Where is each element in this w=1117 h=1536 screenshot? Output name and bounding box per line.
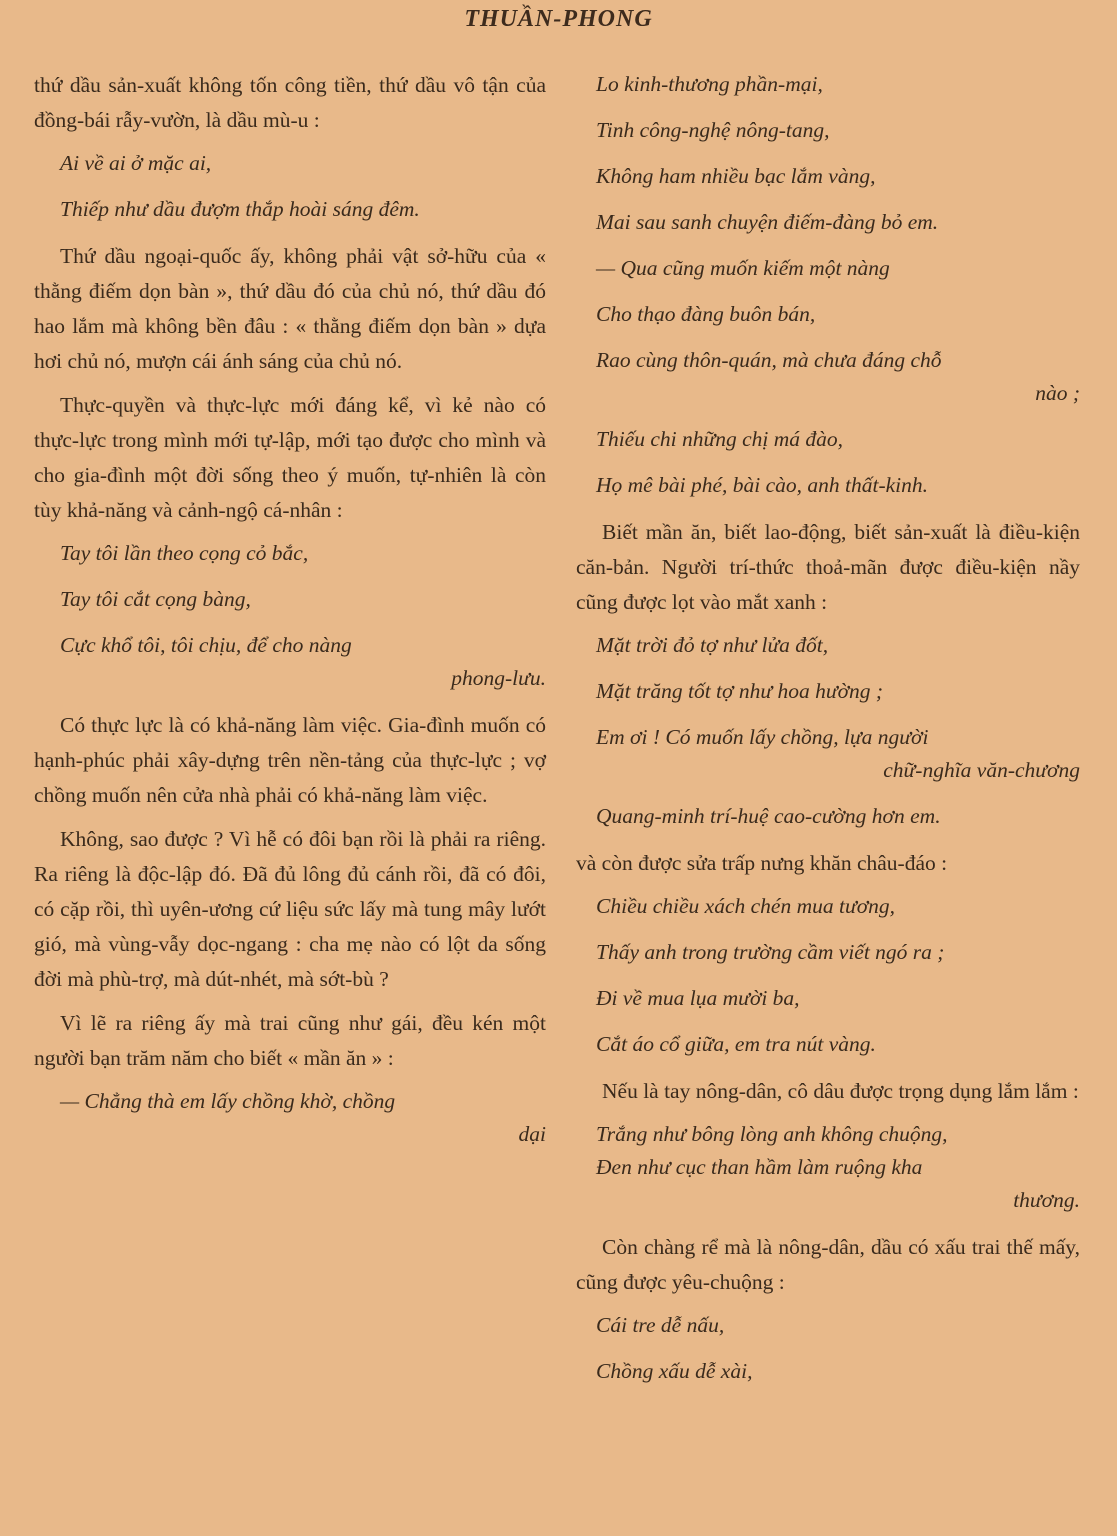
verse-line: Cực khổ tôi, tôi chịu, để cho nàng: [60, 633, 352, 657]
verse-stanza: [576, 114, 1080, 147]
verse-line: Mặt trời đỏ tợ như lửa đốt,: [596, 633, 829, 657]
paragraph: [576, 1074, 1080, 1109]
verse-line: Đen như cục than hầm làm ruộng kha: [596, 1155, 923, 1179]
paragraph: [576, 1230, 1080, 1300]
verse-line: Thiếu chi những chị má đào,: [596, 427, 844, 451]
paragraph: [34, 239, 546, 379]
verse-line: — Chẳng thà em lấy chồng khờ, chồng: [60, 1089, 396, 1113]
paragraph: [34, 388, 546, 528]
verse-line: Không ham nhiều bạc lắm vàng,: [596, 164, 876, 188]
left-column: [34, 68, 546, 1164]
verse-line: Quang-minh trí-huệ cao-cường hơn em.: [596, 804, 941, 828]
verse-line: Thấy anh trong trường cầm viết ngó ra ;: [596, 940, 945, 964]
verse-stanza: [576, 1028, 1080, 1061]
running-header: THUẦN-PHONG: [464, 6, 653, 32]
verse-line: Mai sau sanh chuyện điếm-đàng bỏ em.: [596, 210, 939, 234]
verse-stanza: [576, 469, 1080, 502]
verse-stanza: [576, 721, 1080, 787]
verse-line: Chồng xấu dễ xài,: [596, 1359, 753, 1383]
right-column: [576, 68, 1080, 1401]
verse-line: Tinh công-nghệ nông-tang,: [596, 118, 830, 142]
verse-stanza: [34, 193, 546, 226]
verse-line: Rao cùng thôn-quán, mà chưa đáng chỗ: [596, 348, 942, 372]
verse-line: Em ơi ! Có muốn lấy chồng, lựa người: [596, 725, 929, 749]
verse-stanza: [576, 629, 1080, 662]
verse-stanza: [576, 423, 1080, 456]
paragraph-text: Nếu là tay nông-dân, cô dâu được trọng dụng lắm lắm :: [602, 1079, 1079, 1103]
verse-line: Cắt áo cổ giữa, em tra nút vàng.: [596, 1032, 876, 1056]
paragraph-text: và còn được sửa trấp nưng khăn châu-đáo :: [576, 851, 948, 875]
verse-line-continuation: phong-lưu.: [451, 666, 546, 690]
paragraph-text: Thứ dầu ngoại-quốc ấy, không phải vật sở-hữu của « thằng điếm dọn bàn », thứ dầu đó của chủ nó, thứ dầu đó hao lắm mà không bền đâu : « thằng điếm dọn bàn » dựa hơi chủ nó, mượn cái ánh sáng của chủ nó.: [34, 244, 546, 373]
verse-stanza: [576, 675, 1080, 708]
verse-line-continuation: thương.: [1013, 1188, 1080, 1212]
paragraph-text: Có thực lực là có khả-năng làm việc. Gia-đình muốn có hạnh-phúc phải xây-dựng trên nền-tảng của thực-lực ; vợ chồng muốn nên cửa nhà phải có khả-năng làm việc.: [34, 713, 546, 807]
verse-line: Cái tre dễ nấu,: [596, 1313, 725, 1337]
verse-stanza: [34, 1085, 546, 1151]
verse-stanza: [576, 800, 1080, 833]
verse-stanza: [576, 206, 1080, 239]
verse-line: Họ mê bài phé, bài cào, anh thất-kinh.: [596, 473, 929, 497]
paragraph: [34, 1006, 546, 1076]
paragraph-text: Biết mần ăn, biết lao-động, biết sản-xuất là điều-kiện căn-bản. Người trí-thức thoả-mãn được điều-kiện nầy cũng được lọt vào mắt xanh :: [576, 520, 1080, 614]
verse-stanza: [576, 160, 1080, 193]
verse-stanza: [576, 1118, 1080, 1217]
verse-line-continuation: chữ-nghĩa văn-chương: [883, 758, 1080, 782]
verse-line: — Qua cũng muốn kiếm một nàng: [596, 256, 890, 280]
verse-stanza: [576, 982, 1080, 1015]
verse-stanza: [576, 298, 1080, 331]
verse-line: Tay tôi lần theo cọng cỏ bắc,: [60, 541, 309, 565]
paragraph-text: Thực-quyền và thực-lực mới đáng kể, vì kẻ nào có thực-lực trong mình mới tự-lập, mới tạo được cho mình và cho gia-đình một đời sống theo ý muốn, tự-nhiên là còn tùy khả-năng và cảnh-ngộ cá-nhân :: [34, 393, 546, 522]
paragraph: [34, 708, 546, 813]
verse-stanza: [576, 1309, 1080, 1342]
verse-stanza: [34, 537, 546, 570]
verse-stanza: [576, 68, 1080, 101]
paragraph-text: Không, sao được ? Vì hễ có đôi bạn rồi là phải ra riêng. Ra riêng là độc-lập đó. Đã đủ lông đủ cánh rồi, đã có đôi, có cặp rồi, thì uyên-ương cứ liệu sức lấy mà tung mây lướt gió, mà vùng-vẫy dọc-ngang : cha mẹ nào có lột da sống đời mà phù-trợ, mà dút-nhét, mà sớt-bù ?: [34, 827, 546, 991]
verse-line: Tay tôi cắt cọng bàng,: [60, 587, 251, 611]
verse-line: Cho thạo đàng buôn bán,: [596, 302, 816, 326]
verse-line-continuation: nào ;: [1035, 381, 1080, 405]
verse-line: Trắng như bông lòng anh không chuộng,: [596, 1122, 948, 1146]
verse-line: Mặt trăng tốt tợ như hoa hường ;: [596, 679, 884, 703]
paragraph: [576, 846, 1080, 881]
paragraph-text: Còn chàng rể mà là nông-dân, dầu có xấu trai thế mấy, cũng được yêu-chuộng :: [576, 1235, 1080, 1294]
verse-stanza: [34, 583, 546, 616]
verse-line: Đi về mua lụa mười ba,: [596, 986, 800, 1010]
verse-stanza: [576, 1355, 1080, 1388]
verse-line: Chiều chiều xách chén mua tương,: [596, 894, 896, 918]
verse-line-continuation: dại: [518, 1122, 546, 1146]
paragraph: [34, 68, 546, 138]
verse-stanza: [34, 147, 546, 180]
verse-line: Ai về ai ở mặc ai,: [60, 151, 212, 175]
verse-line: Thiếp như dầu đượm thắp hoài sáng đêm.: [60, 197, 420, 221]
verse-stanza: [34, 629, 546, 695]
verse-stanza: [576, 252, 1080, 285]
paragraph-text: thứ dầu sản-xuất không tốn công tiền, thứ dầu vô tận của đồng-bái rẫy-vườn, là dầu mù-u :: [34, 73, 546, 132]
paragraph: [34, 822, 546, 997]
verse-stanza: [576, 890, 1080, 923]
paragraph-text: Vì lẽ ra riêng ấy mà trai cũng như gái, đều kén một người bạn trăm năm cho biết « mần ăn » :: [34, 1011, 546, 1070]
verse-stanza: [576, 344, 1080, 410]
verse-line: Lo kinh-thương phần-mại,: [596, 72, 823, 96]
paragraph: [576, 515, 1080, 620]
verse-stanza: [576, 936, 1080, 969]
